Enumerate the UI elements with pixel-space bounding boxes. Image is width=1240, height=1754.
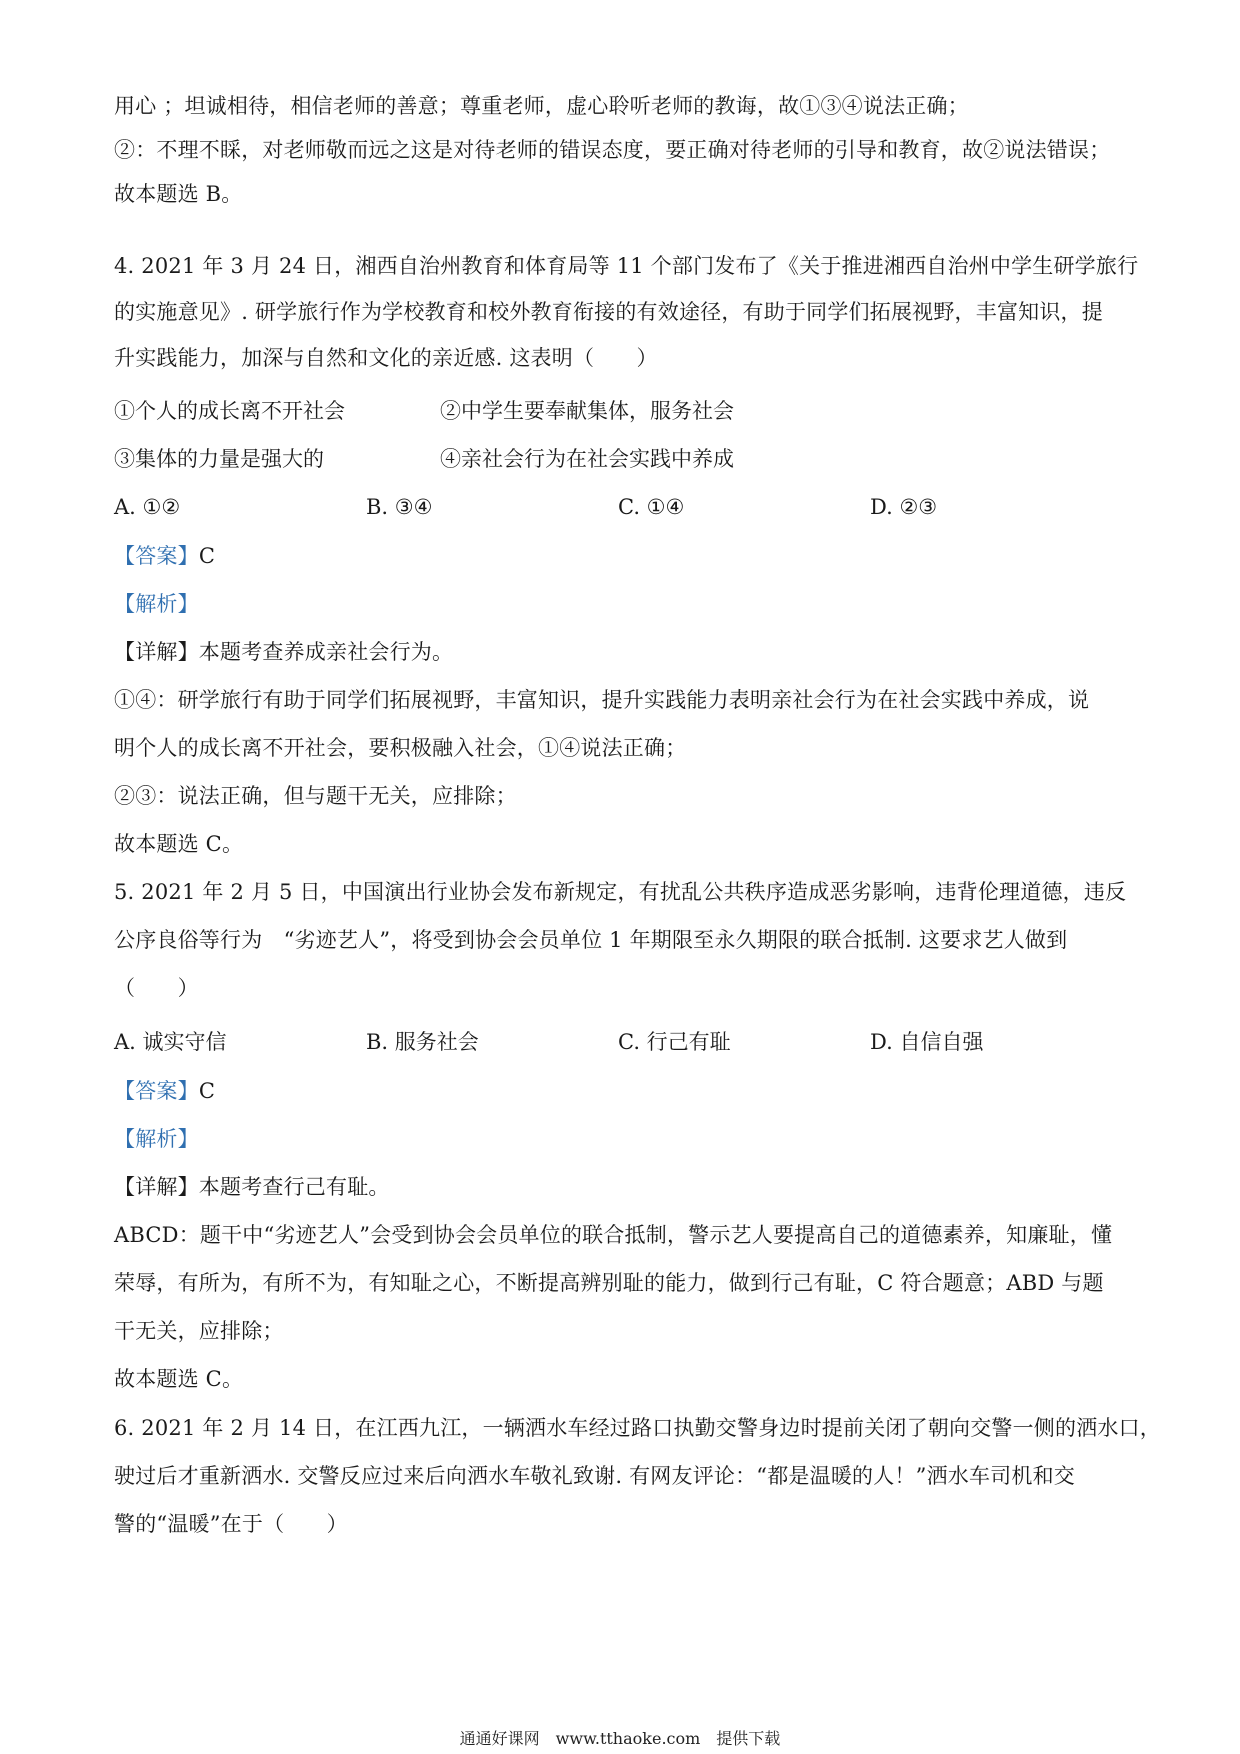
explanation-line: 故本题选 C。	[114, 832, 244, 856]
option-d: D. ②③	[870, 495, 938, 519]
statement-2: ②中学生要奉献集体，服务社会	[440, 399, 734, 423]
question-6-stem: 警的“温暖”在于（ ）	[114, 1512, 348, 1536]
question-5-stem: 5. 2021 年 2 月 5 日，中国演出行业协会发布新规定，有扰乱公共秩序造成恶劣影响，违背伦理道德，违反	[114, 880, 1127, 904]
statement-3: ③集体的力量是强大的	[114, 447, 324, 471]
paragraph-line: ②：不理不睬，对老师敬而远之这是对待老师的错误态度，要正确对待老师的引导和教育，故②说法错误；	[114, 138, 1111, 162]
option-a: A. ①②	[114, 495, 181, 519]
option-c: C. ①④	[618, 495, 685, 519]
question-4-stem: 的实施意见》. 研学旅行作为学校教育和校外教育衔接的有效途径，有助于同学们拓展视野，丰富知识，提	[114, 300, 1103, 324]
explanation-line: ②③：说法正确，但与题干无关，应排除；	[114, 784, 517, 808]
option-c: C. 行己有耻	[618, 1030, 731, 1054]
analysis-tag: 【解析】	[114, 592, 199, 616]
question-4-stem: 升实践能力，加深与自然和文化的亲近感. 这表明（ ）	[114, 346, 658, 370]
explanation-line: ①④：研学旅行有助于同学们拓展视野，丰富知识，提升实践能力表明亲社会行为在社会实践中养成，说	[114, 688, 1090, 712]
question-5-stem: （ ）	[114, 976, 199, 1000]
statement-4: ④亲社会行为在社会实践中养成	[440, 447, 734, 471]
analysis-tag: 【解析】	[114, 1127, 199, 1151]
detail-line: 【详解】本题考查养成亲社会行为。	[114, 640, 454, 664]
answer-tag: 【答案】	[114, 1079, 199, 1103]
explanation-line: 明个人的成长离不开社会，要积极融入社会，①④说法正确；	[114, 736, 687, 760]
question-4-stem: 4. 2021 年 3 月 24 日，湘西自治州教育和体育局等 11 个部门发布了《关于推进湘西自治州中学生研学旅行	[114, 254, 1139, 278]
explanation-line: ABCD：题干中“劣迹艺人”会受到协会会员单位的联合抵制，警示艺人要提高自己的道德素养，知廉耻，懂	[114, 1223, 1113, 1247]
paragraph-line: 用心 ；坦诚相待，相信老师的善意；尊重老师，虚心聆听老师的教诲，故①③④说法正确；	[114, 94, 969, 118]
answer-value: C	[198, 1079, 216, 1103]
answer-line	[114, 542, 1134, 570]
detail-line: 【详解】本题考查行己有耻。	[114, 1175, 390, 1199]
statement-1: ①个人的成长离不开社会	[114, 399, 345, 423]
answer-value: C	[198, 544, 216, 568]
paragraph-line: 故本题选 B。	[114, 182, 243, 206]
question-6-stem: 6. 2021 年 2 月 14 日，在江西九江，一辆洒水车经过路口执勤交警身边时提前关闭了朝向交警一侧的洒水口，	[114, 1416, 1162, 1440]
option-b: B. ③④	[366, 495, 433, 519]
option-a: A. 诚实守信	[114, 1030, 227, 1054]
option-b: B. 服务社会	[366, 1030, 479, 1054]
question-5-stem: 公序良俗等行为 “劣迹艺人”，将受到协会会员单位 1 年期限至永久期限的联合抵制. 这要求艺人做到	[114, 928, 1068, 952]
answer-tag: 【答案】	[114, 544, 199, 568]
option-d: D. 自信自强	[870, 1030, 984, 1054]
answer-line	[114, 1077, 1134, 1105]
explanation-line: 故本题选 C。	[114, 1367, 244, 1391]
page-footer: 通通好课网 www.tthaoke.com 提供下载	[459, 1729, 781, 1748]
question-6-stem: 驶过后才重新洒水. 交警反应过来后向洒水车敬礼致谢. 有网友评论：“都是温暖的人！”洒水车司机和交	[114, 1464, 1075, 1488]
explanation-line: 干无关，应排除；	[114, 1319, 284, 1343]
explanation-line: 荣辱，有所为，有所不为，有知耻之心，不断提高辨别耻的能力，做到行己有耻，C 符合题意；ABD 与题	[114, 1271, 1104, 1295]
